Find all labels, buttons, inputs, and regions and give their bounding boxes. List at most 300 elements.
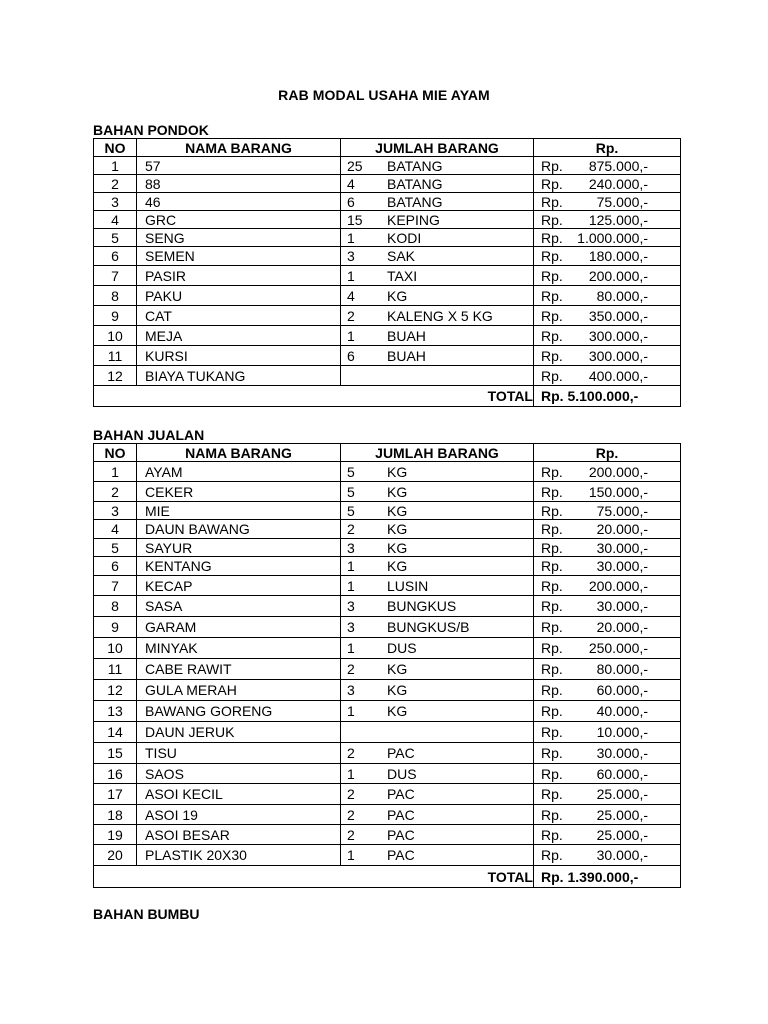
row-number: 3: [94, 193, 137, 211]
table-row: [94, 539, 681, 557]
price-wrap: [534, 704, 680, 718]
table-row: [94, 482, 681, 502]
table-row: [94, 557, 681, 576]
price-value: 200.000,-: [588, 463, 648, 480]
row-number: 6: [94, 247, 137, 266]
price-wrap: [534, 599, 680, 613]
section-title-bahan-pondok: BAHAN PONDOK: [93, 122, 209, 138]
item-quantity-cell: [341, 557, 534, 576]
row-number: 8: [94, 596, 137, 617]
row-number: 5: [94, 539, 137, 557]
header-no: NO: [94, 139, 137, 157]
price-value: 250.000,-: [588, 640, 648, 656]
row-number: 2: [94, 482, 137, 502]
quantity-value: 1: [347, 267, 355, 284]
currency-label: Rp.: [541, 806, 563, 823]
header-name: NAMA BARANG: [137, 139, 341, 157]
item-quantity-cell: [341, 346, 534, 366]
quantity-unit: DUS: [387, 765, 417, 782]
quantity-value: 2: [347, 806, 355, 823]
row-number: 11: [94, 659, 137, 680]
price-wrap: [534, 620, 680, 634]
item-price-cell: [534, 193, 681, 211]
item-name: BIAYA TUKANG: [137, 366, 341, 386]
table-row: [94, 764, 681, 784]
row-number: 17: [94, 784, 137, 805]
item-name: CABE RAWIT: [137, 659, 341, 680]
header-rp: Rp.: [534, 139, 681, 157]
row-number: 19: [94, 825, 137, 845]
quantity-value: 4: [347, 287, 355, 304]
item-name: CAT: [137, 306, 341, 326]
total-row: [94, 866, 681, 888]
row-number: 6: [94, 557, 137, 576]
item-name: SENG: [137, 229, 341, 247]
row-number: 18: [94, 805, 137, 825]
quantity-value: 1: [347, 558, 355, 574]
item-name: SEMEN: [137, 247, 341, 266]
item-quantity-cell: [341, 845, 534, 866]
quantity-value: 1: [347, 577, 355, 594]
item-price-cell: [534, 743, 681, 764]
price-value: 125.000,-: [588, 211, 648, 228]
quantity-unit: KG: [387, 483, 408, 500]
table-row: [94, 825, 681, 845]
item-name: 57: [137, 157, 341, 175]
total-row: [94, 386, 681, 407]
item-quantity-cell: [341, 157, 534, 175]
table-row: [94, 286, 681, 306]
item-name: SAOS: [137, 764, 341, 784]
quantity-value: 5: [347, 463, 355, 480]
table-row: [94, 211, 681, 229]
row-number: 14: [94, 722, 137, 743]
currency-label: Rp.: [541, 539, 563, 556]
row-number: 10: [94, 326, 137, 346]
price-wrap: [534, 349, 680, 363]
quantity-wrap: [341, 828, 533, 842]
price-value: 350.000,-: [588, 307, 648, 324]
currency-label: Rp.: [541, 724, 563, 740]
quantity-unit: KG: [387, 539, 408, 556]
item-name: 88: [137, 175, 341, 193]
price-value: 30.000,-: [596, 539, 648, 556]
price-wrap: [534, 231, 680, 245]
item-quantity-cell: [341, 482, 534, 502]
quantity-wrap: [341, 465, 533, 479]
quantity-unit: KG: [387, 682, 408, 698]
item-quantity-cell: [341, 266, 534, 286]
item-name: MINYAK: [137, 638, 341, 659]
quantity-wrap: [341, 231, 533, 245]
price-wrap: [534, 465, 680, 479]
item-price-cell: [534, 462, 681, 482]
table-row: [94, 659, 681, 680]
quantity-unit: KG: [387, 463, 408, 480]
quantity-value: 2: [347, 745, 355, 761]
item-price-cell: [534, 845, 681, 866]
item-name: GARAM: [137, 617, 341, 638]
row-number: 7: [94, 266, 137, 286]
table-row: [94, 157, 681, 175]
table-row: [94, 784, 681, 805]
item-name: KECAP: [137, 576, 341, 596]
quantity-value: 6: [347, 193, 355, 210]
quantity-wrap: [341, 195, 533, 209]
quantity-unit: BUAH: [387, 327, 426, 344]
price-value: 75.000,-: [596, 193, 648, 210]
quantity-unit: TAXI: [387, 267, 418, 284]
price-wrap: [534, 309, 680, 323]
item-price-cell: [534, 784, 681, 805]
header-qty: JUMLAH BARANG: [341, 444, 534, 462]
total-value: Rp. 1.390.000,-: [534, 866, 681, 888]
currency-label: Rp.: [541, 211, 563, 228]
table-row: [94, 502, 681, 520]
item-name: ASOI BESAR: [137, 825, 341, 845]
quantity-wrap: [341, 559, 533, 573]
currency-label: Rp.: [541, 558, 563, 574]
item-quantity-cell: [341, 596, 534, 617]
price-value: 80.000,-: [596, 287, 648, 304]
quantity-value: 3: [347, 682, 355, 698]
row-number: 10: [94, 638, 137, 659]
row-number: 8: [94, 286, 137, 306]
quantity-unit: KG: [387, 558, 408, 574]
quantity-wrap: [341, 683, 533, 697]
item-price-cell: [534, 266, 681, 286]
price-wrap: [534, 662, 680, 676]
row-number: 4: [94, 211, 137, 229]
price-wrap: [534, 249, 680, 263]
item-price-cell: [534, 229, 681, 247]
item-quantity-cell: [341, 247, 534, 266]
item-price-cell: [534, 805, 681, 825]
currency-label: Rp.: [541, 619, 563, 635]
table-row: [94, 306, 681, 326]
item-name: GRC: [137, 211, 341, 229]
item-quantity-cell: [341, 743, 534, 764]
price-wrap: [534, 541, 680, 555]
table-row: [94, 743, 681, 764]
item-name: PLASTIK 20X30: [137, 845, 341, 866]
item-price-cell: [534, 175, 681, 193]
quantity-unit: KG: [387, 502, 408, 519]
item-name: PAKU: [137, 286, 341, 306]
quantity-value: 3: [347, 248, 355, 264]
item-name: DAUN BAWANG: [137, 520, 341, 539]
item-price-cell: [534, 617, 681, 638]
price-wrap: [534, 767, 680, 781]
quantity-unit: LUSIN: [387, 577, 429, 594]
price-value: 20.000,-: [596, 521, 648, 537]
currency-label: Rp.: [541, 367, 563, 384]
price-wrap: [534, 177, 680, 191]
price-value: 30.000,-: [596, 558, 648, 574]
item-price-cell: [534, 722, 681, 743]
price-value: 60.000,-: [596, 682, 648, 698]
price-wrap: [534, 269, 680, 283]
item-name: CEKER: [137, 482, 341, 502]
quantity-value: 2: [347, 786, 355, 802]
quantity-unit: PAC: [387, 806, 415, 823]
price-value: 400.000,-: [588, 367, 648, 384]
table-row: [94, 266, 681, 286]
price-value: 30.000,-: [596, 745, 648, 761]
quantity-unit: SAK: [387, 248, 416, 264]
quantity-wrap: [341, 309, 533, 323]
quantity-unit: BATANG: [387, 157, 443, 174]
currency-label: Rp.: [541, 483, 563, 500]
item-quantity-cell: [341, 306, 534, 326]
currency-label: Rp.: [541, 267, 563, 284]
price-value: 30.000,-: [596, 598, 648, 614]
quantity-wrap: [341, 522, 533, 536]
item-price-cell: [534, 701, 681, 722]
quantity-wrap: [341, 485, 533, 499]
price-wrap: [534, 159, 680, 173]
quantity-value: 2: [347, 521, 355, 537]
currency-label: Rp.: [541, 786, 563, 802]
price-wrap: [534, 485, 680, 499]
table-row: [94, 193, 681, 211]
item-quantity-cell: [341, 617, 534, 638]
quantity-wrap: [341, 641, 533, 655]
table-row: [94, 680, 681, 701]
item-price-cell: [534, 306, 681, 326]
quantity-unit: PAC: [387, 847, 415, 863]
price-value: 240.000,-: [588, 175, 648, 192]
table-row: [94, 229, 681, 247]
price-wrap: [534, 522, 680, 536]
table-row: [94, 175, 681, 193]
price-value: 25.000,-: [596, 806, 648, 823]
quantity-unit: BATANG: [387, 193, 443, 210]
item-quantity-cell: [341, 326, 534, 346]
price-value: 60.000,-: [596, 765, 648, 782]
currency-label: Rp.: [541, 157, 563, 174]
price-wrap: [534, 641, 680, 655]
item-quantity-cell: [341, 638, 534, 659]
item-price-cell: [534, 638, 681, 659]
table-row: [94, 520, 681, 539]
price-wrap: [534, 369, 680, 383]
currency-label: Rp.: [541, 826, 563, 843]
total-value: Rp. 5.100.000,-: [534, 386, 681, 407]
quantity-value: 1: [347, 640, 355, 656]
item-price-cell: [534, 659, 681, 680]
quantity-wrap: [341, 159, 533, 173]
price-value: 75.000,-: [596, 502, 648, 519]
item-name: AYAM: [137, 462, 341, 482]
price-value: 80.000,-: [596, 661, 648, 677]
price-wrap: [534, 808, 680, 822]
currency-label: Rp.: [541, 521, 563, 537]
row-number: 11: [94, 346, 137, 366]
currency-label: Rp.: [541, 765, 563, 782]
price-wrap: [534, 329, 680, 343]
row-number: 20: [94, 845, 137, 866]
document-title: RAB MODAL USAHA MIE AYAM: [278, 87, 490, 103]
quantity-unit: KG: [387, 521, 408, 537]
table-header-row: [94, 444, 681, 462]
price-value: 300.000,-: [588, 327, 648, 344]
currency-label: Rp.: [541, 577, 563, 594]
item-name: BAWANG GORENG: [137, 701, 341, 722]
item-name: SASA: [137, 596, 341, 617]
quantity-wrap: [341, 767, 533, 781]
quantity-value: 1: [347, 847, 355, 863]
currency-label: Rp.: [541, 248, 563, 264]
quantity-unit: PAC: [387, 826, 415, 843]
quantity-value: 2: [347, 307, 355, 324]
item-name: DAUN JERUK: [137, 722, 341, 743]
item-price-cell: [534, 211, 681, 229]
item-name: MIE: [137, 502, 341, 520]
item-price-cell: [534, 576, 681, 596]
item-price-cell: [534, 482, 681, 502]
row-number: 3: [94, 502, 137, 520]
item-quantity-cell: [341, 825, 534, 845]
quantity-wrap: [341, 746, 533, 760]
price-wrap: [534, 195, 680, 209]
row-number: 1: [94, 157, 137, 175]
price-wrap: [534, 787, 680, 801]
quantity-unit: KODI: [387, 229, 422, 246]
price-wrap: [534, 559, 680, 573]
row-number: 4: [94, 520, 137, 539]
currency-label: Rp.: [541, 661, 563, 677]
price-value: 300.000,-: [588, 347, 648, 364]
price-value: 30.000,-: [596, 847, 648, 863]
item-quantity-cell: [341, 211, 534, 229]
quantity-wrap: [341, 541, 533, 555]
item-name: TISU: [137, 743, 341, 764]
table-row: [94, 366, 681, 386]
row-number: 15: [94, 743, 137, 764]
quantity-value: 1: [347, 703, 355, 719]
quantity-unit: PAC: [387, 786, 415, 802]
price-wrap: [534, 579, 680, 593]
quantity-unit: BUNGKUS: [387, 598, 457, 614]
item-price-cell: [534, 539, 681, 557]
currency-label: Rp.: [541, 327, 563, 344]
quantity-wrap: [341, 269, 533, 283]
table-bahan-jualan: [93, 443, 681, 888]
quantity-value: 3: [347, 619, 355, 635]
currency-label: Rp.: [541, 463, 563, 480]
table-row: [94, 326, 681, 346]
quantity-wrap: [341, 787, 533, 801]
item-name: ASOI KECIL: [137, 784, 341, 805]
currency-label: Rp.: [541, 640, 563, 656]
section-title-bahan-jualan: BAHAN JUALAN: [93, 427, 205, 443]
quantity-wrap: [341, 848, 533, 862]
quantity-unit: BUNGKUS/B: [387, 619, 470, 635]
item-quantity-cell: [341, 576, 534, 596]
currency-label: Rp.: [541, 682, 563, 698]
item-quantity-cell: [341, 680, 534, 701]
price-value: 200.000,-: [588, 267, 648, 284]
item-name: ASOI 19: [137, 805, 341, 825]
currency-label: Rp.: [541, 502, 563, 519]
quantity-wrap: [341, 579, 533, 593]
price-value: 25.000,-: [596, 786, 648, 802]
currency-label: Rp.: [541, 703, 563, 719]
price-wrap: [534, 848, 680, 862]
table-row: [94, 701, 681, 722]
quantity-value: 5: [347, 502, 355, 519]
item-quantity-cell: [341, 539, 534, 557]
price-value: 180.000,-: [588, 248, 648, 264]
row-number: 13: [94, 701, 137, 722]
item-name: SAYUR: [137, 539, 341, 557]
currency-label: Rp.: [541, 598, 563, 614]
table-row: [94, 596, 681, 617]
item-price-cell: [534, 247, 681, 266]
row-number: 12: [94, 366, 137, 386]
price-value: 20.000,-: [596, 619, 648, 635]
currency-label: Rp.: [541, 307, 563, 324]
currency-label: Rp.: [541, 175, 563, 192]
quantity-value: 2: [347, 826, 355, 843]
quantity-value: 1: [347, 229, 355, 246]
currency-label: Rp.: [541, 745, 563, 761]
table-row: [94, 462, 681, 482]
item-name: 46: [137, 193, 341, 211]
row-number: 1: [94, 462, 137, 482]
table-row: [94, 247, 681, 266]
price-wrap: [534, 683, 680, 697]
item-quantity-cell: [341, 722, 534, 743]
row-number: 9: [94, 306, 137, 326]
table-row: [94, 805, 681, 825]
price-value: 150.000,-: [588, 483, 648, 500]
currency-label: Rp.: [541, 347, 563, 364]
header-name: NAMA BARANG: [137, 444, 341, 462]
table-bahan-pondok: [93, 138, 681, 407]
item-quantity-cell: [341, 366, 534, 386]
quantity-wrap: [341, 808, 533, 822]
table-body: [94, 157, 681, 407]
quantity-value: 4: [347, 175, 355, 192]
price-wrap: [534, 213, 680, 227]
item-quantity-cell: [341, 175, 534, 193]
quantity-wrap: [341, 249, 533, 263]
item-price-cell: [534, 326, 681, 346]
quantity-wrap: [341, 289, 533, 303]
price-value: 200.000,-: [588, 577, 648, 594]
item-quantity-cell: [341, 193, 534, 211]
quantity-unit: KG: [387, 661, 408, 677]
quantity-unit: KEPING: [387, 211, 440, 228]
table-row: [94, 617, 681, 638]
quantity-unit: KG: [387, 287, 408, 304]
table-row: [94, 722, 681, 743]
table-header-row: [94, 139, 681, 157]
quantity-unit: PAC: [387, 745, 415, 761]
currency-label: Rp.: [541, 193, 563, 210]
item-name: KURSI: [137, 346, 341, 366]
total-label: TOTAL: [94, 386, 534, 407]
quantity-wrap: [341, 213, 533, 227]
quantity-value: 5: [347, 483, 355, 500]
item-price-cell: [534, 366, 681, 386]
item-quantity-cell: [341, 784, 534, 805]
quantity-value: 15: [347, 211, 363, 228]
quantity-value: 25: [347, 157, 363, 174]
item-price-cell: [534, 557, 681, 576]
